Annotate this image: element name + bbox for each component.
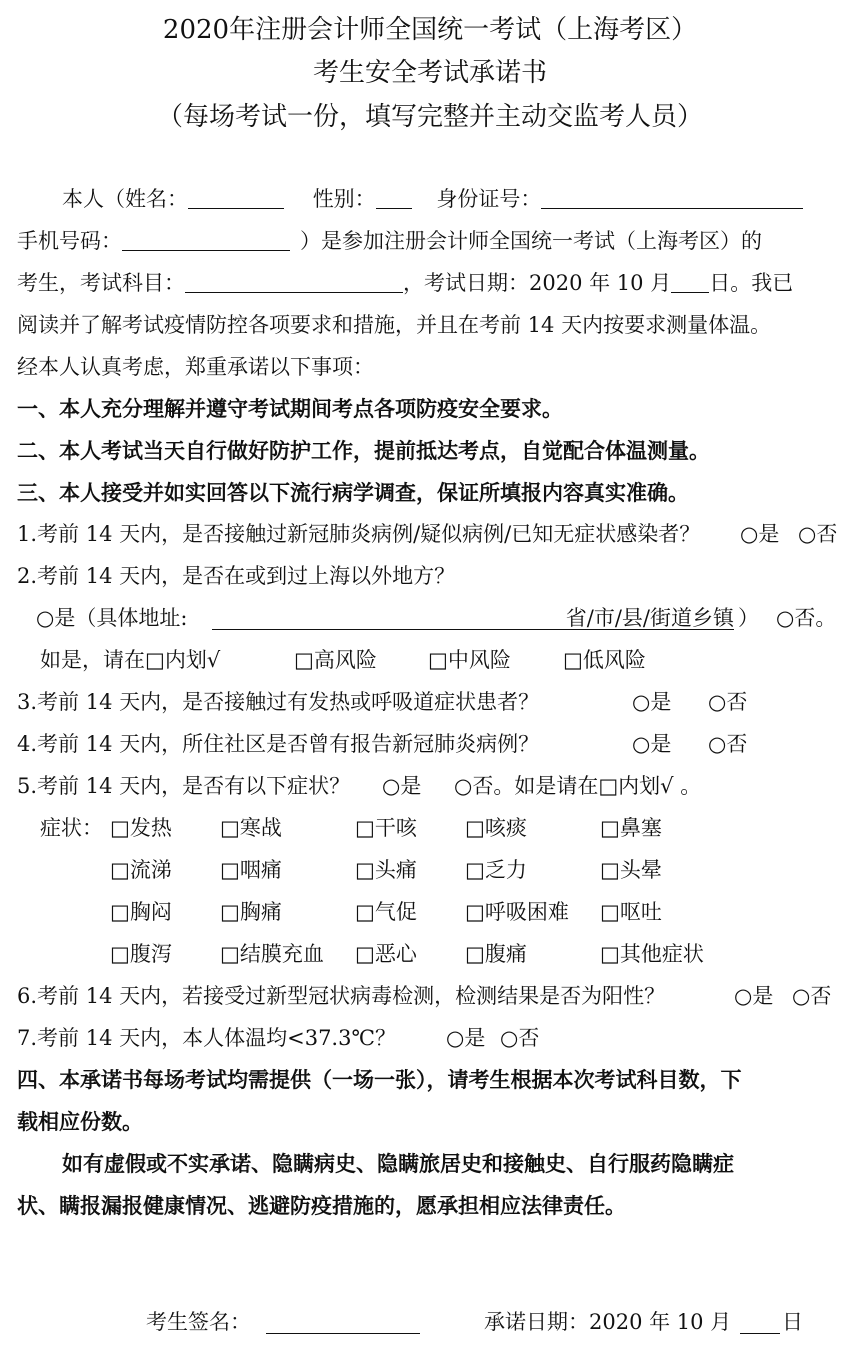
signature-blank[interactable] (266, 1332, 420, 1334)
symptom-checkbox[interactable]: □咳痰 (465, 816, 527, 840)
question-3: 3.考前 14 天内，是否接触过有发热或呼吸道症状患者？ (17, 690, 540, 714)
document-title: 2020年注册会计师全国统一考试（上海考区） (162, 15, 698, 45)
q7-yes-radio[interactable]: ○是 (446, 1026, 486, 1050)
intro-line-5: 经本人认真考虑，郑重承诺以下事项： (17, 355, 374, 379)
intro-text-2: ）是参加注册会计师全国统一考试（上海考区）的 (300, 229, 762, 253)
pledge-two: 二、本人考试当天自行做好防护工作，提前抵达考点，自觉配合体温测量。 (17, 438, 710, 463)
pledge-four-line-2: 载相应份数。 (17, 1109, 143, 1134)
symptom-checkbox[interactable]: □气促 (355, 900, 417, 924)
q2-address-suffix: 省/市/县/街道乡镇 (565, 606, 734, 630)
symptom-checkbox[interactable]: □干咳 (355, 816, 417, 840)
q6-no-radio[interactable]: ○否 (792, 984, 832, 1008)
q5-yes-radio[interactable]: ○是 (382, 774, 422, 798)
symptom-checkbox[interactable]: □鼻塞 (600, 816, 662, 840)
symptom-checkbox[interactable]: □腹痛 (465, 942, 527, 966)
exam-day-blank[interactable] (671, 270, 709, 293)
symptom-checkbox[interactable]: □腹泻 (110, 942, 172, 966)
signature-label: 考生签名： (146, 1310, 251, 1334)
pledge-day-blank[interactable] (740, 1332, 780, 1334)
phone-blank[interactable] (122, 228, 290, 251)
symptom-checkbox[interactable]: □头痛 (355, 858, 417, 882)
question-1: 1.考前 14 天内，是否接触过新冠肺炎病例/疑似病例/已知无症状感染者？ (17, 522, 701, 546)
q4-no-radio[interactable]: ○否 (708, 732, 748, 756)
intro-text-3: 日。我已 (709, 271, 794, 295)
question-6: 6.考前 14 天内，若接受过新型冠状病毒检测，检测结果是否为阳性？ (17, 984, 666, 1008)
gender-blank[interactable] (376, 186, 412, 209)
symptom-checkbox[interactable]: □头晕 (600, 858, 662, 882)
liability-line-1: 如有虚假或不实承诺、隐瞒病史、隐瞒旅居史和接触史、自行服药隐瞒症 (62, 1151, 734, 1176)
q2-yes-radio[interactable]: ○是（具体地址: (36, 606, 188, 630)
name-blank[interactable] (188, 186, 284, 209)
subject-blank[interactable] (185, 270, 403, 293)
liability-line-2: 状、瞒报漏报健康情况、逃避防疫措施的，愿承担相应法律责任。 (17, 1193, 626, 1218)
q1-no-radio[interactable]: ○否 (798, 522, 838, 546)
pledge-one: 一、本人充分理解并遵守考试期间考点各项防疫安全要求。 (17, 396, 563, 421)
q2-risk-high-checkbox[interactable]: □高风险 (294, 648, 377, 672)
symptom-checkbox[interactable]: □咽痛 (220, 858, 282, 882)
question-5: 5.考前 14 天内，是否有以下症状？ (17, 774, 351, 798)
q2-address-blank[interactable] (212, 605, 734, 630)
symptoms-label: 症状： (40, 816, 103, 840)
q2-risk-prompt: 如是，请在□内划√ (40, 648, 221, 672)
q3-no-radio[interactable]: ○否 (708, 690, 748, 714)
pledge-day-suffix: 日 (782, 1310, 803, 1334)
q3-yes-radio[interactable]: ○是 (632, 690, 672, 714)
intro-line-1 (62, 186, 803, 212)
pledge-date-label: 承诺日期：2020 年 10 月 (484, 1310, 732, 1334)
q4-yes-radio[interactable]: ○是 (632, 732, 672, 756)
symptom-checkbox[interactable]: □发热 (110, 816, 172, 840)
question-4: 4.考前 14 天内，所住社区是否曾有报告新冠肺炎病例？ (17, 732, 540, 756)
id-number-blank[interactable] (541, 186, 803, 209)
phone-label: 手机号码： (17, 229, 122, 253)
symptom-checkbox[interactable]: □恶心 (355, 942, 417, 966)
id-number-label: 身份证号： (436, 187, 542, 211)
intro-line-4: 阅读并了解考试疫情防控各项要求和措施，并且在考前 14 天内按要求测量体温。 (17, 313, 772, 337)
symptom-checkbox[interactable]: □胸闷 (110, 900, 172, 924)
intro-line-2 (17, 228, 762, 254)
symptom-checkbox[interactable]: □呼吸困难 (465, 900, 569, 924)
q1-yes-radio[interactable]: ○是 (740, 522, 780, 546)
symptom-checkbox[interactable]: □胸痛 (220, 900, 282, 924)
pledge-three: 三、本人接受并如实回答以下流行病学调查，保证所填报内容真实准确。 (17, 480, 689, 505)
symptom-checkbox[interactable]: □结膜充血 (220, 942, 324, 966)
document-subtitle: 考生安全考试承诺书 (312, 58, 547, 88)
question-7: 7.考前 14 天内，本人体温均<37.3℃？ (17, 1026, 396, 1050)
question-2: 2.考前 14 天内，是否在或到过上海以外地方？ (17, 564, 456, 588)
q2-risk-mid-checkbox[interactable]: □中风险 (428, 648, 511, 672)
exam-date-label: ，考试日期：2020 年 10 月 (403, 271, 672, 295)
symptom-checkbox[interactable]: □乏力 (465, 858, 527, 882)
q6-yes-radio[interactable]: ○是 (734, 984, 774, 1008)
q5-no-radio[interactable]: ○否。如是请在□内划√ 。 (454, 774, 702, 798)
intro-line-3 (17, 270, 793, 296)
symptom-checkbox[interactable]: □呕吐 (600, 900, 662, 924)
subject-label: 考生，考试科目： (17, 271, 185, 295)
q2-no-radio[interactable]: ○否。 (776, 606, 837, 630)
pledge-four-line-1: 四、本承诺书每场考试均需提供（一场一张），请考生根据本次考试科目数，下 (17, 1067, 742, 1092)
symptom-checkbox[interactable]: □流涕 (110, 858, 172, 882)
gender-label: 性别： (312, 187, 376, 211)
q2-close-paren: ） (738, 606, 759, 630)
symptom-checkbox[interactable]: □其他症状 (600, 942, 704, 966)
document-note: （每场考试一份，填写完整并主动交监考人员） (156, 102, 703, 132)
q7-no-radio[interactable]: ○否 (500, 1026, 540, 1050)
name-label: 本人（姓名： (62, 187, 188, 211)
q2-risk-low-checkbox[interactable]: □低风险 (563, 648, 646, 672)
symptom-checkbox[interactable]: □寒战 (220, 816, 282, 840)
